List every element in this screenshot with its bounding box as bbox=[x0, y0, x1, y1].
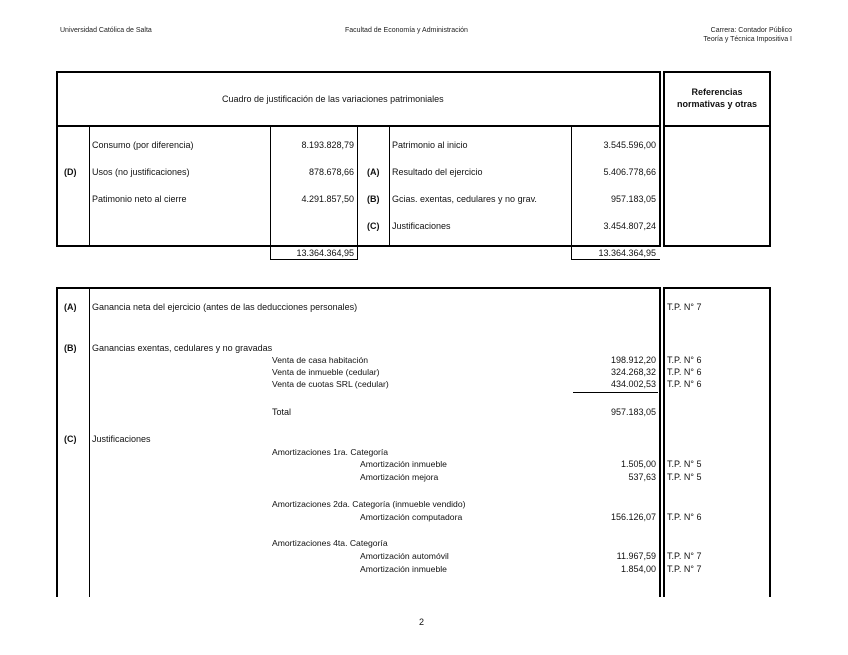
b-total-value: 957.183,05 bbox=[610, 407, 656, 417]
right-row-value: 5.406.778,66 bbox=[603, 167, 656, 177]
marker-d: (D) bbox=[64, 167, 77, 177]
ref-header-line2: normativas y otras bbox=[676, 99, 758, 109]
c-item-label: Amortización mejora bbox=[360, 472, 439, 482]
right-row-value: 3.454.807,24 bbox=[603, 221, 656, 231]
marker-c: (C) bbox=[367, 221, 380, 231]
marker-b: (B) bbox=[64, 343, 77, 353]
c-item-label: Amortización computadora bbox=[360, 512, 463, 522]
total-right: 13.364.364,95 bbox=[598, 248, 656, 258]
c-item-value: 537,63 bbox=[628, 472, 656, 482]
b-item-ref: T.P. N° 6 bbox=[667, 355, 702, 365]
c-item-label: Amortización inmueble bbox=[360, 459, 447, 469]
c-item-value: 11.967,59 bbox=[616, 551, 656, 561]
c-item-value: 156.126,07 bbox=[610, 512, 656, 522]
total-left: 13.364.364,95 bbox=[296, 248, 354, 258]
b-item-ref: T.P. N° 6 bbox=[667, 379, 702, 389]
header-faculty: Facultad de Economía y Administración bbox=[345, 27, 468, 34]
c-group-title: Amortizaciones 4ta. Categoría bbox=[272, 538, 388, 548]
c-group-title: Amortizaciones 1ra. Categoría bbox=[272, 447, 389, 457]
left-row-value: 8.193.828,79 bbox=[301, 140, 354, 150]
b-item-ref: T.P. N° 6 bbox=[667, 367, 702, 377]
marker-c: (C) bbox=[64, 434, 77, 444]
c-item-label: Amortización inmueble bbox=[360, 564, 447, 574]
right-row-value: 3.545.596,00 bbox=[603, 140, 656, 150]
marker-a: (A) bbox=[64, 302, 77, 312]
c-item-ref: T.P. N° 5 bbox=[667, 459, 702, 469]
right-row-label: Justificaciones bbox=[392, 221, 451, 231]
section-a-label: Ganancia neta del ejercicio (antes de las deducciones personales) bbox=[92, 302, 358, 312]
right-row-value: 957.183,05 bbox=[610, 194, 656, 204]
marker-a: (A) bbox=[367, 167, 380, 177]
right-row-label: Patrimonio al inicio bbox=[392, 140, 468, 150]
header-subject: Teoría y Técnica Impositiva I bbox=[703, 36, 792, 43]
table1-title: Cuadro de justificación de las variaciones patrimoniales bbox=[222, 94, 444, 104]
marker-b: (B) bbox=[367, 194, 380, 204]
right-row-label: Resultado del ejercicio bbox=[392, 167, 483, 177]
c-item-ref: T.P. N° 7 bbox=[667, 564, 702, 574]
left-row-value: 4.291.857,50 bbox=[301, 194, 354, 204]
c-item-label: Amortización automóvil bbox=[360, 551, 449, 561]
header-career: Carrera: Contador Público bbox=[710, 27, 792, 34]
left-row-label: Usos (no justificaciones) bbox=[92, 167, 190, 177]
right-row-label: Gcias. exentas, cedulares y no grav. bbox=[392, 194, 537, 204]
ref-a: T.P. N° 7 bbox=[667, 302, 702, 312]
b-item-label: Venta de inmueble (cedular) bbox=[272, 367, 380, 377]
page-number: 2 bbox=[419, 617, 425, 627]
c-item-ref: T.P. N° 6 bbox=[667, 512, 702, 522]
c-item-ref: T.P. N° 5 bbox=[667, 472, 702, 482]
c-item-value: 1.505,00 bbox=[620, 459, 656, 469]
left-row-label: Consumo (por diferencia) bbox=[92, 140, 194, 150]
b-item-label: Venta de casa habitación bbox=[272, 355, 369, 365]
section-c-label: Justificaciones bbox=[92, 434, 151, 444]
left-row-label: Patimonio neto al cierre bbox=[92, 194, 187, 204]
header-university: Universidad Católica de Salta bbox=[60, 27, 152, 34]
c-group-title: Amortizaciones 2da. Categoría (inmueble vendido) bbox=[272, 499, 466, 509]
left-row-value: 878.678,66 bbox=[308, 167, 354, 177]
b-item-value: 434.002,53 bbox=[610, 379, 656, 389]
b-total-label: Total bbox=[272, 407, 292, 417]
section-b-label: Ganancias exentas, cedulares y no gravadas bbox=[92, 343, 273, 353]
b-item-value: 198.912,20 bbox=[610, 355, 656, 365]
c-item-ref: T.P. N° 7 bbox=[667, 551, 702, 561]
ref-header-line1: Referencias bbox=[691, 87, 743, 97]
b-item-value: 324.268,32 bbox=[610, 367, 656, 377]
b-item-label: Venta de cuotas SRL (cedular) bbox=[272, 379, 389, 389]
c-item-value: 1.854,00 bbox=[620, 564, 656, 574]
